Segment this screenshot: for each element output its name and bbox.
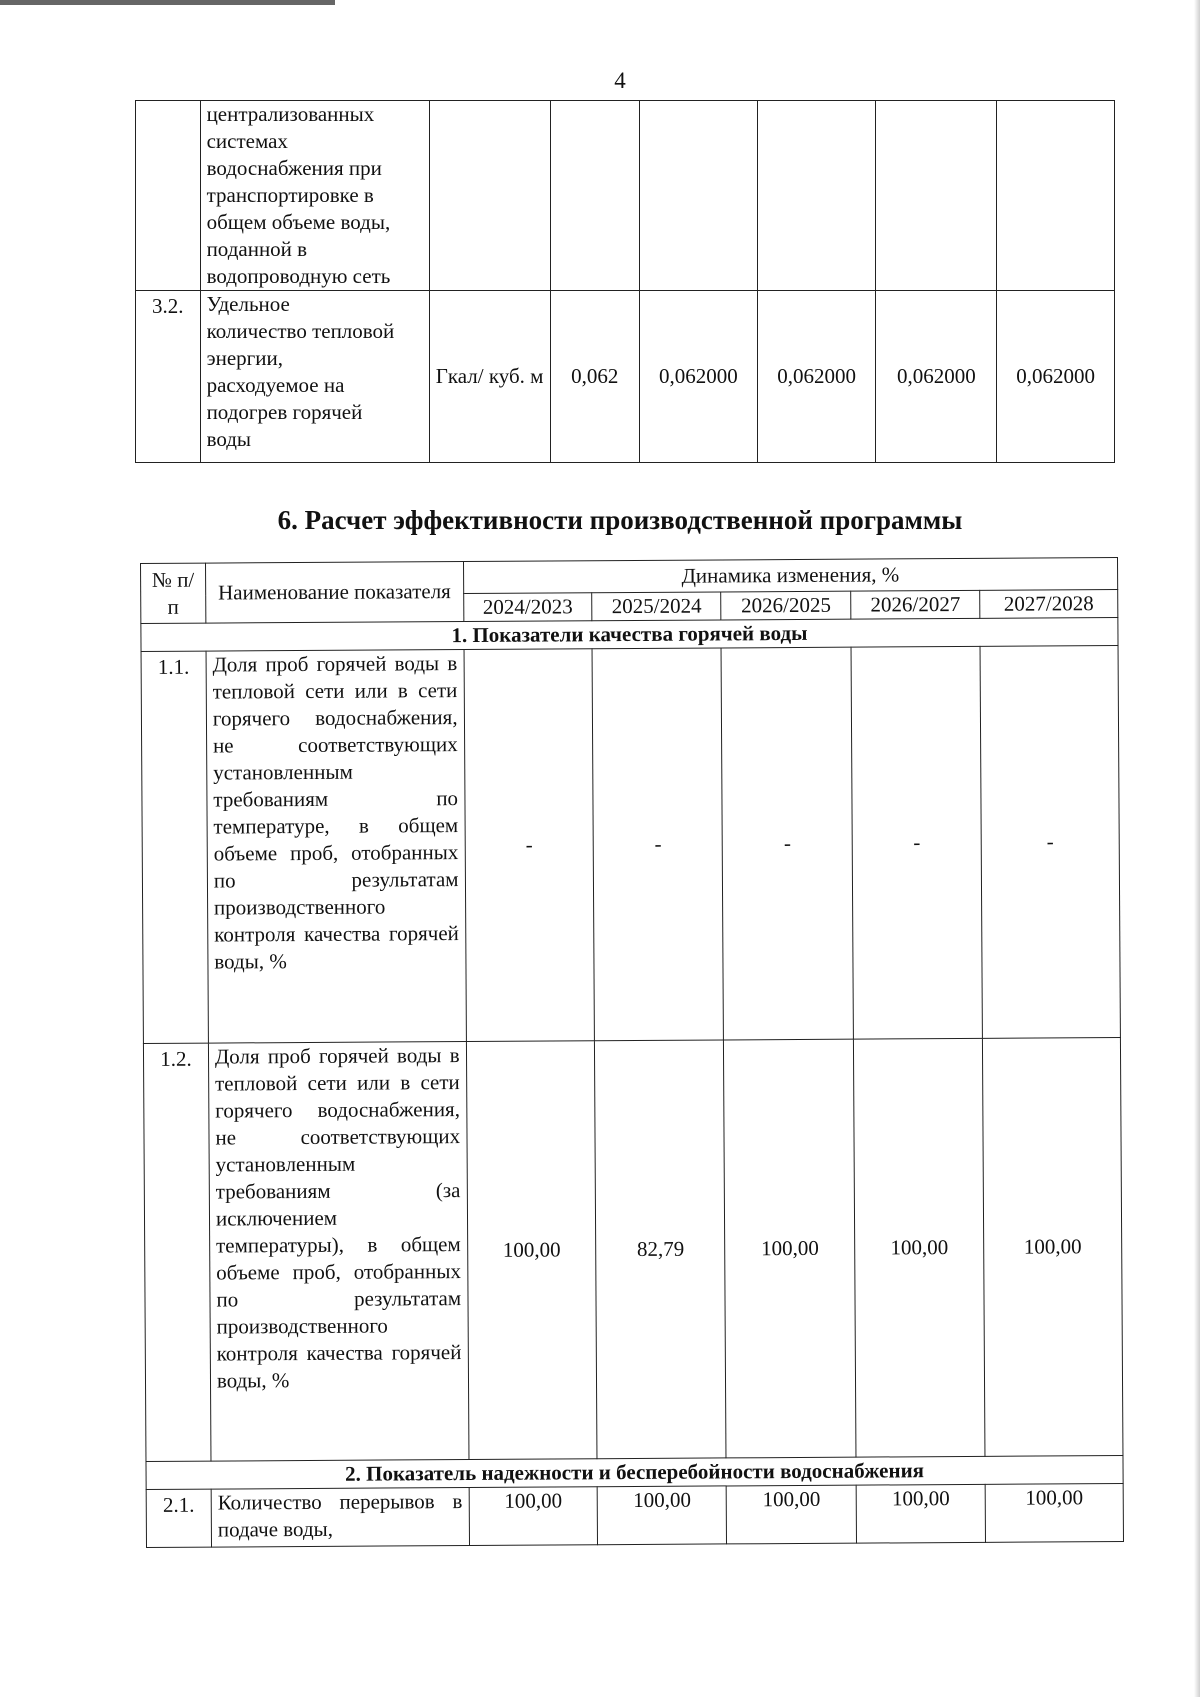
indicator-name: Доля проб горячей воды в тепловой сети или в сети горячего водоснабжения, не соответствующих установленным требованиям (за исключением температуры), в общем объеме проб, отобранных по результатам производственного контроля качества горячей воды, %: [208, 1042, 468, 1462]
table-continuation: [135, 100, 1115, 463]
scan-edge-top: [0, 0, 335, 5]
table-row: [146, 1484, 1123, 1548]
group-title: 2. Показатель надежности и бесперебойности водоснабжения: [146, 1456, 1123, 1490]
value-cell: 0,062000: [640, 291, 758, 463]
value-cell: 100,00: [985, 1484, 1123, 1543]
value-cell: -: [721, 647, 853, 1040]
scan-edge-right: [1194, 0, 1200, 1697]
header-num: № п/п: [141, 563, 206, 623]
value-cell: 82,79: [595, 1040, 726, 1459]
value-cell: 0,062000: [997, 291, 1115, 463]
value-cell: 100,00: [854, 1038, 985, 1457]
value-cell: -: [851, 646, 982, 1039]
value-cell: 100,00: [598, 1486, 727, 1545]
indicator-name: Удельное количество тепловой энергии, расходуемое на подогрев горячей воды: [200, 291, 429, 463]
row-number: 1.2.: [143, 1043, 210, 1461]
value-cell: 100,00: [982, 1038, 1122, 1457]
value-cell: 100,00: [466, 1041, 597, 1460]
group-title: 1. Показатели качества горячей воды: [141, 618, 1118, 652]
value-cell: 100,00: [726, 1485, 856, 1544]
header-year: 2026/2027: [851, 590, 980, 619]
row-number: 3.2.: [136, 291, 201, 463]
unit-cell: [429, 101, 550, 291]
row-number: [136, 101, 201, 291]
indicator-name: Количество перерывов в подаче воды,: [211, 1488, 469, 1548]
value-cell: 0,062: [550, 291, 640, 463]
section-heading: 6. Расчет эффективности производственной программы: [277, 505, 963, 535]
header-year: 2025/2024: [592, 592, 721, 621]
table-row: [136, 101, 1115, 291]
value-cell: 100,00: [724, 1039, 856, 1458]
value-cell: [550, 101, 640, 291]
row-number: 1.1.: [141, 651, 208, 1043]
value-cell: 100,00: [469, 1487, 598, 1546]
value-cell: [876, 101, 997, 291]
header-year: 2026/2025: [721, 591, 851, 620]
value-cell: 0,062000: [757, 291, 876, 463]
value-cell: -: [464, 649, 595, 1042]
page-number: 4: [614, 68, 626, 93]
row-number: 2.1.: [146, 1489, 211, 1547]
header-dynamics: Динамика изменения, %: [463, 558, 1118, 594]
table-row: [143, 1038, 1123, 1462]
value-cell: -: [592, 648, 723, 1041]
indicator-name: Доля проб горячей воды в тепловой сети или в сети горячего водоснабжения, не соответствующих установленным требованиям по температуре, в общем объеме проб, отобранных по результатам производственного контроля качества горячей воды, %: [206, 650, 466, 1044]
value-cell: [757, 101, 876, 291]
table-row: [136, 291, 1115, 463]
header-name: Наименование показателя: [205, 562, 463, 624]
efficiency-table: [140, 557, 1124, 1548]
value-cell: [640, 101, 758, 291]
value-cell: [997, 101, 1115, 291]
header-year: 2027/2028: [980, 590, 1118, 619]
value-cell: -: [980, 646, 1120, 1039]
unit-cell: Гкал/ куб. м: [429, 291, 550, 463]
table-row: [141, 646, 1120, 1044]
value-cell: 0,062000: [876, 291, 997, 463]
indicator-name: централизованных системах водоснабжения при транспортировке в общем объеме воды, поданной в водопроводную сеть: [200, 101, 429, 291]
header-year: 2024/2023: [463, 593, 592, 622]
value-cell: 100,00: [856, 1484, 985, 1543]
